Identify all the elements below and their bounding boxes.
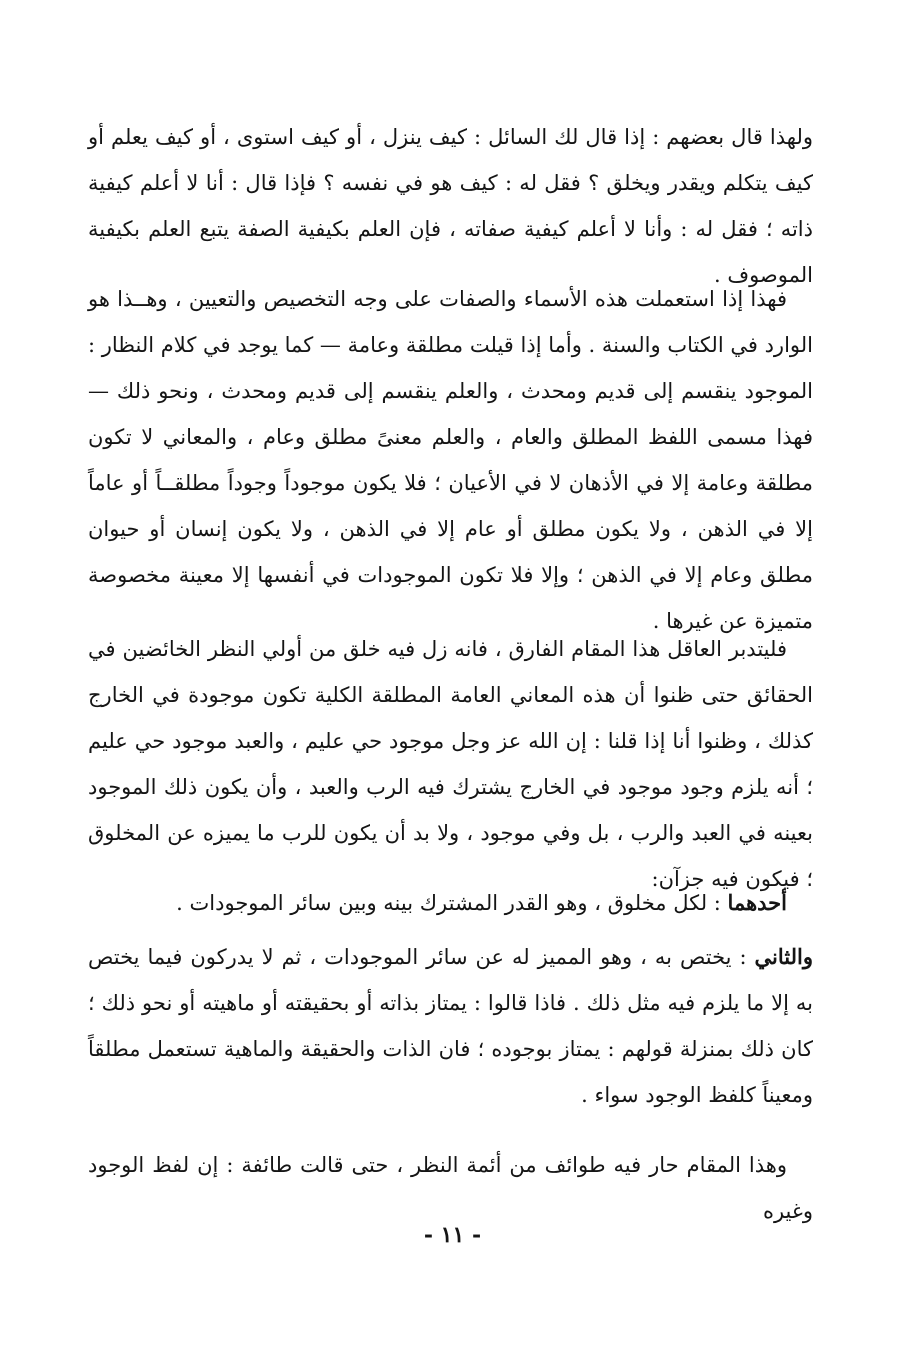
paragraph-lead-word: أحدهما — [727, 890, 787, 915]
paragraph-1 — [88, 114, 813, 298]
paragraph-text: فهذا إذا استعملت هذه الأسماء والصفات على وجه التخصيص والتعيين ، وهــذا هو الوارد في الكتاب والسنة . وأما إذا قيلت مطلقة وعامة — كما يوجد في كلام النظار : الموجود ينقسم إلى قديم ومحدث ، والعلم ينقسم إلى قديم ومحدث ، ونحو ذلك — فهذا مسمى اللفظ المطلق والعام ، والعلم معنىً مطلق وعام ، والمعاني لا تكون مطلقة وعامة إلا في الأذهان لا في الأعيان ؛ فلا يكون موجوداً وجوداً مطلقــاً أو عاماً إلا في الذهن ، ولا يكون مطلق أو عام إلا في الذهن ، ولا يكون إنسان أو حيوان مطلق وعام إلا في الذهن ؛ وإلا فلا تكون الموجودات في أنفسها إلا معينة مخصوصة متميزة عن غيرها . — [88, 287, 813, 633]
paragraph-6 — [88, 1142, 813, 1234]
paragraph-text: ولهذا قال بعضهم : إذا قال لك السائل : كيف ينزل ، أو كيف استوى ، أو كيف يعلم أو كيف يتكلم ويقدر ويخلق ؟ فقل له : كيف هو في نفسه ؟ فإذا قال : أنا لا أعلم كيفية ذاته ؛ فقل له : وأنا لا أعلم كيفية صفاته ، فإن العلم بكيفية الصفة يتبع العلم بكيفية الموصوف . — [88, 125, 813, 287]
page-number: - ١١ - — [423, 1222, 482, 1248]
paragraph-lead-word: والثاني — [754, 944, 813, 969]
paragraph-3 — [88, 626, 813, 902]
paragraph-text: : لكل مخلوق ، وهو القدر المشترك بينه وبين سائر الموجودات . — [176, 891, 728, 915]
paragraph-text: : يختص به ، وهو المميز له عن سائر الموجودات ، ثم لا يدركون فيما يختص به إلا ما يلزم فيه مثل ذلك . فاذا قالوا : يمتاز بذاته أو بحقيقته أو ماهيته أو نحو ذلك ؛ كان ذلك بمنزلة قولهم : يمتاز بوجوده ؛ فان الذات والحقيقة والماهية تستعمل مطلقاً ومعيناً كلفظ الوجود سواء . — [88, 945, 813, 1107]
paragraph-text: فليتدبر العاقل هذا المقام الفارق ، فانه زل فيه خلق من أولي النظر الخائضين في الحقائق حتى ظنوا أن هذه المعاني العامة المطلقة الكلية تكون موجودة في الخارج كذلك ، وظنوا أنا إذا قلنا : إن الله عز وجل موجود حي عليم ، والعبد موجود حي عليم ؛ أنه يلزم وجود موجود في الخارج يشترك فيه الرب والعبد ، وأن يكون ذلك الموجود بعينه في العبد والرب ، بل وفي موجود ، ولا بد أن يكون للرب ما يميزه عن المخلوق ؛ فيكون فيه جزآن: — [88, 637, 813, 891]
paragraph-2 — [88, 276, 813, 644]
paragraph-4 — [88, 880, 813, 926]
paragraph-5 — [88, 934, 813, 1118]
paragraph-text: وهذا المقام حار فيه طوائف من أئمة النظر ، حتى قالت طائفة : إن لفظ الوجود وغيره — [88, 1153, 813, 1223]
